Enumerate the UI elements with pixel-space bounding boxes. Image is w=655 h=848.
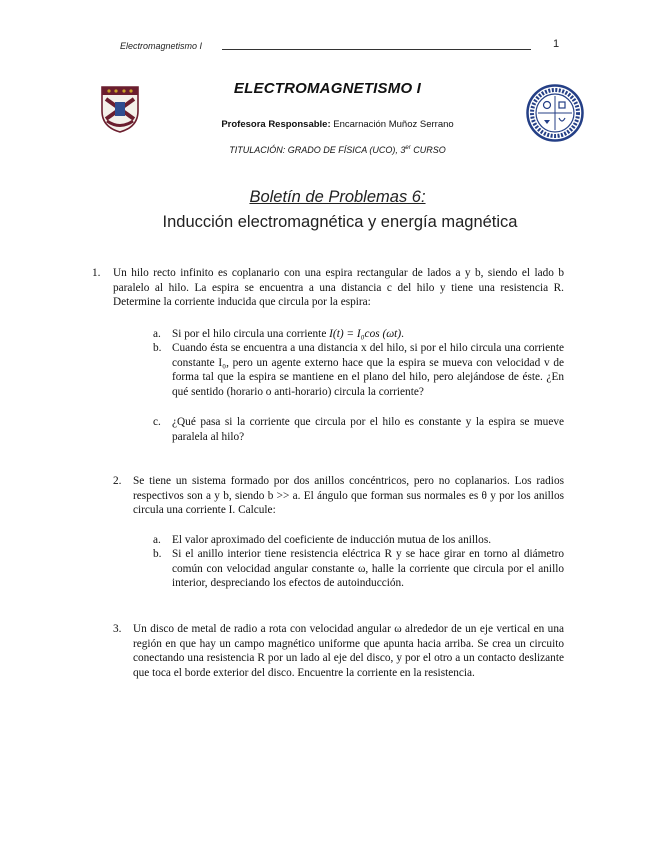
problem-3-text: Un disco de metal de radio a rota con velocidad angular ω alrededor de un eje vertical en una región en que hay un campo magnético uniforme que apunta hacia arriba. Se crea un circuito conectando una resistencia R por un lado al eje del disco, y por el otro a un contacto deslizante que toca el borde exterior del disco. Encuentre la corriente en la resistencia. (133, 623, 564, 679)
problem-1b-text: Cuando ésta se encuentra a una distancia x del hilo, si por el hilo circula una corriente constante I₀, pero un agente externo hace que la espira se mueva con velocidad v de forma tal que la espira se mantiene en el plano del hilo, pero alejándose de éste. ¿En qué sentido (horario o anti-horario) circula la corriente? (172, 342, 564, 398)
problem-2-number: 2. (113, 475, 122, 487)
problem-2-text: Se tiene un sistema formado por dos anillos concéntricos, pero no coplanarios. Los radios respectivos son a y b, siendo b >> a. El ángulo que forman sus normales es θ y por los anillos circula una corriente I. Calcule: (133, 475, 564, 517)
running-header-title: Electromagnetismo I (120, 41, 203, 51)
problem-2a-letter: a. (153, 534, 161, 546)
problem-1a-text-after: . (401, 328, 404, 340)
problem-1a-text (172, 327, 564, 342)
problem-1b-letter: b. (153, 342, 162, 354)
problem-1a-math: I(t) = I₀cos (ωt) (329, 328, 402, 340)
degree-line (0, 145, 655, 155)
degree-prefix: TITULACIÓN: GRADO DE FÍSICA (UCO), 3 (229, 145, 406, 155)
problem-2a-text: El valor aproximado del coeficiente de inducción mutua de los anillos. (172, 534, 492, 546)
course-title: ELECTROMAGNETISMO I (233, 80, 422, 97)
problem-1-text: Un hilo recto infinito es coplanario con una espira rectangular de lados a y b, siendo el lado b paralelo al hilo. La espira se encuentra a una distancia c del hilo y tiene una resistencia R. Determine la corriente inducida que circula por la espira: (113, 267, 564, 309)
professor-name: Encarnación Muñoz Serrano (330, 119, 454, 130)
problem-1c-letter: c. (153, 416, 161, 428)
problem-1-number: 1. (92, 267, 101, 279)
problem-3-number: 3. (113, 623, 122, 635)
header-rule (222, 49, 531, 50)
page-number: 1 (553, 38, 560, 50)
problem-2b-letter: b. (153, 548, 162, 560)
problem-1c-text: ¿Qué pasa si la corriente que circula por el hilo es constante y la espira se mueve paralela al hilo? (172, 416, 564, 443)
problem-2b-text: Si el anillo interior tiene resistencia eléctrica R y se hace girar en torno al diámetro común con velocidad angular constante ω, halle la corriente que circula por el anillo interior, despreciando los efectos de autoinducción. (172, 548, 564, 590)
degree-suffix: CURSO (410, 145, 446, 155)
bulletin-subtitle: Inducción electromagnética y energía magnética (162, 213, 518, 231)
professor-line (0, 119, 655, 130)
professor-label: Profesora Responsable: (221, 119, 331, 130)
bulletin-title: Boletín de Problemas 6: (249, 188, 426, 206)
degree-ordinal: er (405, 145, 411, 151)
problem-1a-text-before: Si por el hilo circula una corriente (172, 328, 330, 340)
problem-1a-letter: a. (153, 328, 161, 340)
